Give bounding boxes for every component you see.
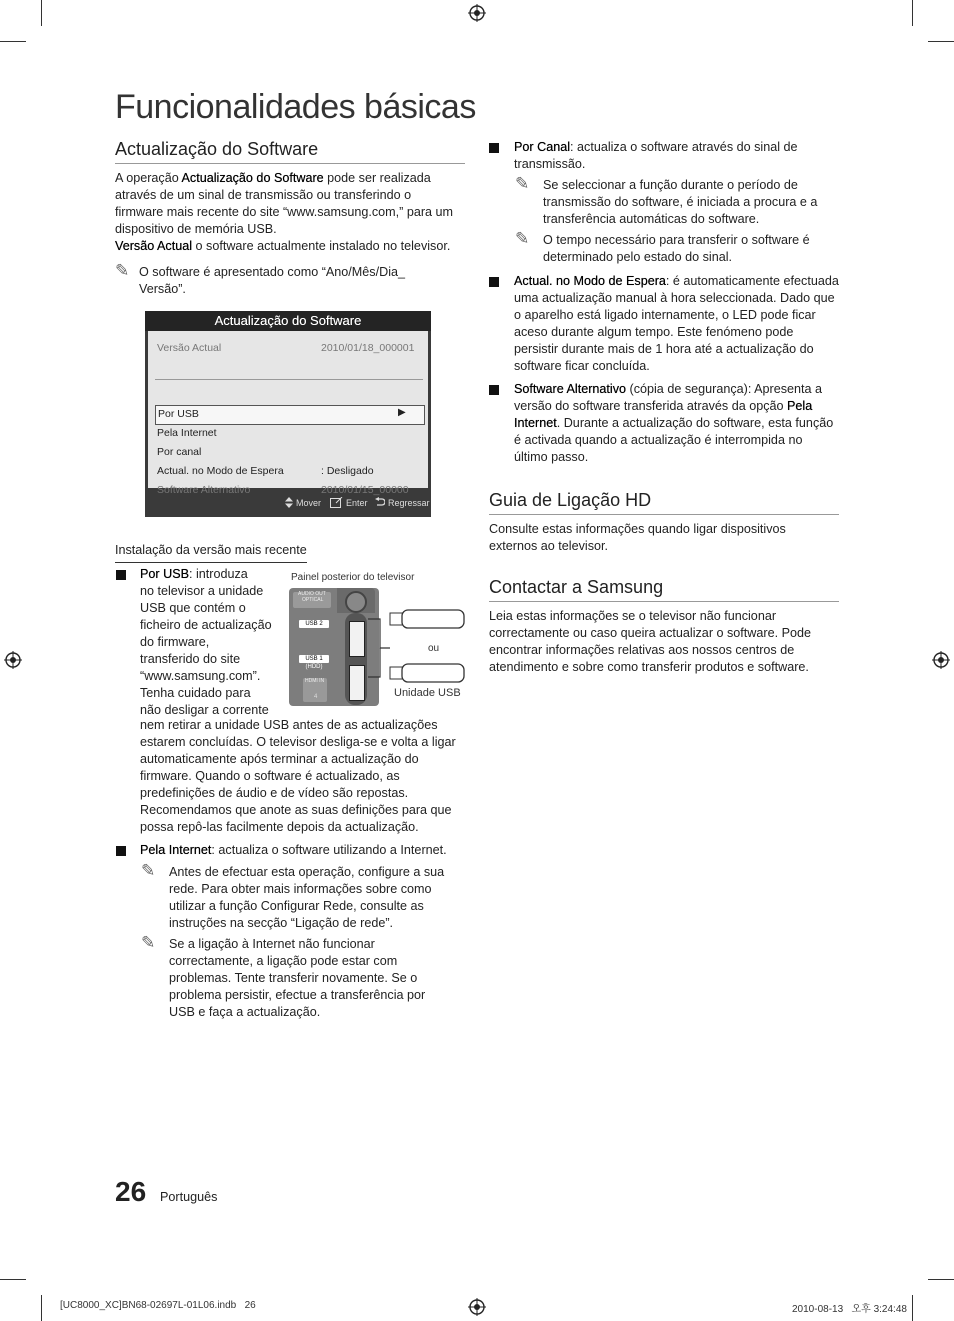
square-bullet-icon	[489, 385, 499, 395]
osd-divider	[155, 379, 423, 380]
crop-mark	[928, 1279, 954, 1280]
registration-mark-icon	[932, 651, 950, 669]
play-arrow-icon: ▶	[398, 407, 406, 418]
registration-mark-icon	[468, 1298, 486, 1316]
channel-note-1: Se seleccionar a função durante o período de transmissão do software, é iniciada a procura e a transferência automáticas do software.	[543, 178, 818, 226]
square-bullet-icon	[116, 846, 126, 856]
port-audio-label: AUDIO OUT	[298, 591, 326, 597]
tv-rear-panel-label: Painel posterior do televisor	[291, 572, 415, 583]
crop-mark	[928, 41, 954, 42]
pencil-note-icon: ✎	[515, 229, 530, 248]
port-usb1-label: USB 1	[299, 655, 329, 663]
osd-item-standby-update[interactable]: Actual. no Modo de Espera	[157, 465, 284, 477]
internet-text: Pela Internet: actualiza o software utilizando a Internet.	[140, 843, 447, 857]
osd-title: Actualização do Software	[145, 311, 431, 331]
return-icon	[375, 497, 385, 508]
registration-mark-icon	[468, 4, 486, 22]
osd-current-version-label: Versão Actual	[157, 342, 222, 354]
osd-item-alt-software[interactable]: Software Alternativo	[157, 484, 251, 496]
enter-icon	[330, 497, 343, 508]
square-bullet-icon	[489, 277, 499, 287]
hd-guide-text: Consulte estas informações quando ligar dispositivos externos ao televisor.	[489, 522, 786, 553]
port-usb2-label: USB 2	[299, 620, 329, 628]
page-title: Funcionalidades básicas	[115, 88, 476, 126]
note-version-format: O software é apresentado como “Ano/Mês/Dia_ Versão”.	[139, 265, 405, 296]
osd-footer-enter: Enter	[346, 498, 368, 508]
install-latest-heading: Instalação da versão mais recente	[115, 542, 307, 563]
print-datetime: 2010-08-13 오후 3:24:48	[792, 1304, 907, 1315]
osd-footer-back: Regressar	[388, 498, 430, 508]
channel-note-2: O tempo necessário para transferir o software é determinado pelo estado do sinal.	[543, 233, 810, 264]
crop-mark	[0, 41, 26, 42]
square-bullet-icon	[116, 570, 126, 580]
or-label: ou	[428, 643, 440, 654]
osd-item-pela-internet[interactable]: Pela Internet	[157, 427, 217, 439]
contact-samsung-text: Leia estas informações se o televisor não funcionar correctamente ou caso queira actualizar o software. Pode encontrar informações relativas aos nossos centros de atendimento e sobre como transferir produtos e software.	[489, 609, 812, 674]
osd-current-version-value: 2010/01/18_000001	[321, 342, 415, 354]
channel-text: Por Canal: actualiza o software através do sinal de transmissão.	[514, 140, 798, 171]
osd-item-por-usb[interactable]: Por USB	[158, 408, 199, 420]
pencil-note-icon: ✎	[141, 861, 156, 880]
port-hdmi-label: HDMI IN	[305, 678, 325, 684]
port-optical-label: OPTICAL	[302, 597, 324, 603]
osd-footer-move: Mover	[296, 498, 322, 508]
pencil-note-icon: ✎	[515, 174, 530, 193]
standby-text: Actual. no Modo de Espera: é automaticamente efectuada uma actualização manual à hora seleccionada. Dado que o aparelho está ligado internamente, o LED pode ficar aceso durante algum tempo. Este fenómeno pode persistir durante mais de 1 hora até a actualização do software ficar concluída.	[514, 274, 839, 373]
crop-mark	[912, 0, 913, 26]
internet-note-2: Se a ligação à Internet não funcionar correctamente, a ligação pode estar com problemas. Tente transferir novamente. Se o problema persistir, efectue a transferência por USB e faça a actualização.	[169, 937, 426, 1019]
crop-mark	[912, 1295, 913, 1321]
crop-mark	[41, 1295, 42, 1321]
osd-body	[148, 331, 428, 496]
pencil-note-icon: ✎	[115, 261, 130, 280]
square-bullet-icon	[489, 143, 499, 153]
port-hdmi-number: 4	[314, 694, 318, 700]
usb-text-narrow: Por USB: introduza no televisor a unidade USB que contém o ficheiro de actualização do firmware, transferido do site “www.samsung.com”. Tenha cuidado para não desligar a corrente	[140, 567, 272, 717]
section-heading-contact-samsung: Contactar a Samsung	[489, 577, 839, 602]
osd-software-update	[145, 311, 431, 517]
page-language: Português	[160, 1190, 218, 1204]
section-heading-hd-guide: Guia de Ligação HD	[489, 490, 839, 515]
registration-mark-icon	[4, 651, 22, 669]
page-number: 26	[115, 1176, 147, 1207]
section-heading-software-update: Actualização do Software	[115, 139, 465, 164]
crop-mark	[41, 0, 42, 26]
usb-text-rest: nem retirar a unidade USB antes de as actualizações estarem concluídas. O televisor desliga-se e volta a ligar automaticamente após terminar a actualização do firmware. Quando o software é actualizado, as predefinições de áudio e de vídeo são repostas. Recomendamos que anote as suas definições para que possa repô-las facilmente depois da actualização.	[140, 718, 456, 834]
osd-standby-value: : Desligado	[321, 465, 374, 477]
intro-paragraph: A operação Actualização do Software pode ser realizada através de um sinal de transmissão ou transferindo o firmware mais recente do site “www.samsung.com,” para um dispositivo de memória USB. Versão Actual o software actualmente instalado no televisor.	[115, 171, 454, 253]
osd-footer	[145, 488, 431, 517]
osd-item-por-canal[interactable]: Por canal	[157, 446, 202, 458]
crop-mark	[0, 1279, 26, 1280]
internet-note-1: Antes de efectuar esta operação, configure a sua rede. Para obter mais informações sobre como utilizar a função Configurar Rede, consulte as instruções na secção “Ligação de rede”.	[169, 865, 445, 930]
pencil-note-icon: ✎	[141, 933, 156, 952]
print-file-info: [UC8000_XC]BN68-02697L-01L06.indb 26	[60, 1300, 256, 1311]
port-usb1-sub-label: (HDD)	[305, 664, 323, 670]
alt-software-text: Software Alternativo (cópia de segurança): Apresenta a versão do software transferida através da opção Pela Internet. Durante a actualização do software, esta função é activada quando a actualização é interrompida no último passo.	[514, 382, 834, 464]
up-down-arrow-icon	[285, 497, 293, 508]
usb-drive-label: Unidade USB	[394, 687, 461, 699]
osd-alt-software-value: 2010/01/15_00000	[321, 484, 409, 496]
